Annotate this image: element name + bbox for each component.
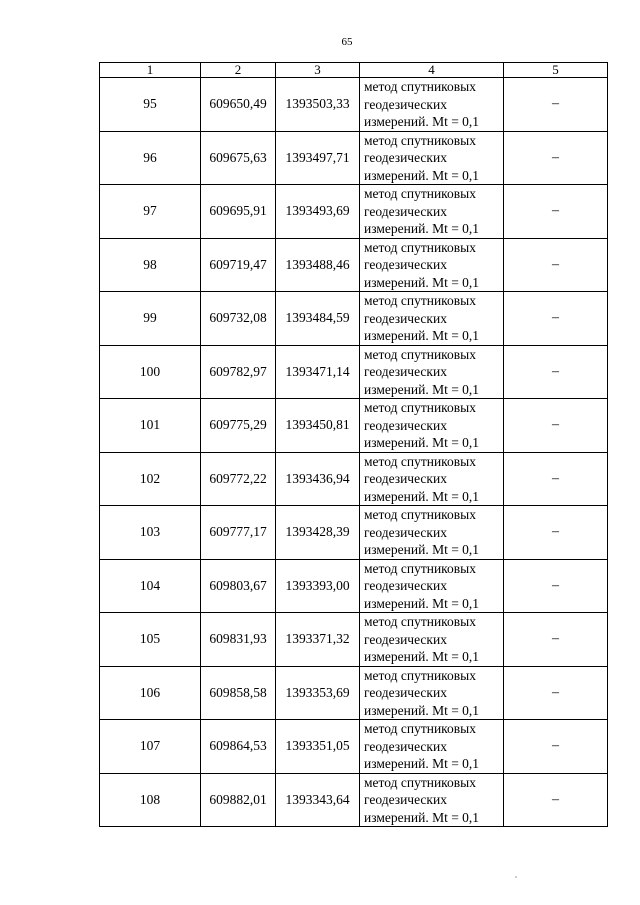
method-text-line: геодезических xyxy=(364,685,447,700)
table-row xyxy=(100,185,608,239)
note-cell: – xyxy=(504,131,608,185)
column-header: 1 xyxy=(100,63,201,78)
point-number-cell: 98 xyxy=(100,238,201,292)
method-text-line: измерений. Mt = 0,1 xyxy=(364,381,480,397)
column-header: 3 xyxy=(276,63,360,78)
x-coordinate-cell: 609777,17 xyxy=(201,506,276,560)
method-text-line: геодезических xyxy=(364,150,447,165)
method-cell xyxy=(360,452,504,506)
x-coordinate-cell: 609732,08 xyxy=(201,292,276,346)
table-row xyxy=(100,559,608,613)
table-row xyxy=(100,345,608,399)
method-cell xyxy=(360,666,504,720)
y-coordinate-cell: 1393484,59 xyxy=(276,292,360,346)
method-text-line: геодезических xyxy=(364,524,447,540)
method-text-line: метод спутниковых xyxy=(364,132,476,148)
method-cell xyxy=(360,399,504,453)
method-cell xyxy=(360,238,504,292)
x-coordinate-cell: 609772,22 xyxy=(201,452,276,506)
method-cell xyxy=(360,720,504,774)
method-text-line: геодезических xyxy=(364,578,447,593)
point-number-cell: 108 xyxy=(100,773,201,827)
y-coordinate-cell: 1393436,94 xyxy=(276,452,360,506)
y-coordinate-cell: 1393471,14 xyxy=(276,345,360,399)
table-row xyxy=(100,78,608,132)
point-number-cell: 107 xyxy=(100,720,201,774)
x-coordinate-cell: 609775,29 xyxy=(201,399,276,453)
y-coordinate-cell: 1393353,69 xyxy=(276,666,360,720)
y-coordinate-cell: 1393450,81 xyxy=(276,399,360,453)
method-text-line: метод спутниковых xyxy=(364,560,476,576)
y-coordinate-cell: 1393351,05 xyxy=(276,720,360,774)
note-cell: – xyxy=(504,559,608,613)
y-coordinate-cell: 1393488,46 xyxy=(276,238,360,292)
method-text-line: геодезических xyxy=(364,310,447,326)
table-row xyxy=(100,720,608,774)
point-number-cell: 95 xyxy=(100,78,201,132)
method-text-line: геодезических xyxy=(364,417,447,433)
method-cell xyxy=(360,559,504,613)
y-coordinate-cell: 1393371,32 xyxy=(276,613,360,667)
column-header: 5 xyxy=(504,63,608,78)
x-coordinate-cell: 609695,91 xyxy=(201,185,276,239)
method-cell xyxy=(360,292,504,346)
point-number-cell: 102 xyxy=(100,452,201,506)
table-row xyxy=(100,666,608,720)
table-row xyxy=(100,773,608,827)
point-number-cell: 97 xyxy=(100,185,201,239)
table-row xyxy=(100,131,608,185)
method-text-line: геодезических xyxy=(364,738,447,754)
method-text-line: измерений. Mt = 0,1 xyxy=(364,488,480,504)
method-text-line: измерений. Mt = 0,1 xyxy=(364,809,480,825)
method-text-line: геодезических xyxy=(364,792,447,807)
method-text-line: метод спутниковых xyxy=(364,346,476,362)
point-number-cell: 96 xyxy=(100,131,201,185)
column-header: 4 xyxy=(360,63,504,78)
method-text-line: измерений. Mt = 0,1 xyxy=(364,435,480,450)
table-row xyxy=(100,506,608,560)
note-cell: – xyxy=(504,452,608,506)
note-cell: – xyxy=(504,238,608,292)
note-cell: – xyxy=(504,666,608,720)
method-text-line: измерений. Mt = 0,1 xyxy=(364,167,480,183)
scan-speck xyxy=(515,876,517,878)
method-text-line: метод спутниковых xyxy=(364,79,476,94)
x-coordinate-cell: 609882,01 xyxy=(201,773,276,827)
x-coordinate-cell: 609650,49 xyxy=(201,78,276,132)
method-text-line: геодезических xyxy=(364,96,447,112)
method-cell xyxy=(360,185,504,239)
x-coordinate-cell: 609675,63 xyxy=(201,131,276,185)
x-coordinate-cell: 609782,97 xyxy=(201,345,276,399)
note-cell: – xyxy=(504,78,608,132)
method-text-line: геодезических xyxy=(364,203,447,219)
method-text-line: метод спутниковых xyxy=(364,453,476,469)
y-coordinate-cell: 1393503,33 xyxy=(276,78,360,132)
table-row xyxy=(100,452,608,506)
method-text-line: измерений. Mt = 0,1 xyxy=(364,221,480,236)
column-header: 2 xyxy=(201,63,276,78)
point-number-cell: 101 xyxy=(100,399,201,453)
method-text-line: геодезических xyxy=(364,257,447,272)
method-text-line: измерений. Mt = 0,1 xyxy=(364,114,480,129)
note-cell: – xyxy=(504,773,608,827)
table-body xyxy=(100,78,608,827)
table-row xyxy=(100,238,608,292)
point-number-cell: 103 xyxy=(100,506,201,560)
method-text-line: метод спутниковых xyxy=(364,186,476,201)
method-cell xyxy=(360,773,504,827)
method-text-line: измерений. Mt = 0,1 xyxy=(364,649,480,664)
note-cell: – xyxy=(504,506,608,560)
note-cell: – xyxy=(504,613,608,667)
method-text-line: метод спутниковых xyxy=(364,239,476,255)
point-number-cell: 100 xyxy=(100,345,201,399)
method-text-line: метод спутниковых xyxy=(364,667,476,683)
note-cell: – xyxy=(504,292,608,346)
method-text-line: метод спутниковых xyxy=(364,721,476,736)
method-cell xyxy=(360,345,504,399)
y-coordinate-cell: 1393497,71 xyxy=(276,131,360,185)
method-cell xyxy=(360,613,504,667)
y-coordinate-cell: 1393343,64 xyxy=(276,773,360,827)
point-number-cell: 99 xyxy=(100,292,201,346)
x-coordinate-cell: 609864,53 xyxy=(201,720,276,774)
x-coordinate-cell: 609831,93 xyxy=(201,613,276,667)
method-cell xyxy=(360,78,504,132)
method-text-line: измерений. Mt = 0,1 xyxy=(364,702,480,718)
y-coordinate-cell: 1393428,39 xyxy=(276,506,360,560)
method-text-line: измерений. Mt = 0,1 xyxy=(364,542,480,557)
method-text-line: геодезических xyxy=(364,364,447,379)
y-coordinate-cell: 1393493,69 xyxy=(276,185,360,239)
method-text-line: геодезических xyxy=(364,631,447,647)
method-text-line: метод спутниковых xyxy=(364,400,476,415)
method-cell xyxy=(360,506,504,560)
x-coordinate-cell: 609858,58 xyxy=(201,666,276,720)
table-row xyxy=(100,399,608,453)
y-coordinate-cell: 1393393,00 xyxy=(276,559,360,613)
method-text-line: метод спутниковых xyxy=(364,507,476,522)
note-cell: – xyxy=(504,345,608,399)
note-cell: – xyxy=(504,720,608,774)
table-row xyxy=(100,613,608,667)
method-text-line: измерений. Mt = 0,1 xyxy=(364,328,480,343)
method-text-line: измерений. Mt = 0,1 xyxy=(364,274,480,290)
method-text-line: измерений. Mt = 0,1 xyxy=(364,756,480,771)
point-number-cell: 105 xyxy=(100,613,201,667)
note-cell: – xyxy=(504,185,608,239)
note-cell: – xyxy=(504,399,608,453)
point-number-cell: 104 xyxy=(100,559,201,613)
method-text-line: измерений. Mt = 0,1 xyxy=(364,595,480,611)
table-header-row xyxy=(100,63,608,78)
page-number: 65 xyxy=(341,36,353,48)
x-coordinate-cell: 609803,67 xyxy=(201,559,276,613)
method-cell xyxy=(360,131,504,185)
table-row xyxy=(100,292,608,346)
method-text-line: метод спутниковых xyxy=(364,774,476,790)
point-number-cell: 106 xyxy=(100,666,201,720)
coordinates-table xyxy=(99,62,608,827)
method-text-line: геодезических xyxy=(364,471,447,486)
x-coordinate-cell: 609719,47 xyxy=(201,238,276,292)
method-text-line: метод спутниковых xyxy=(364,293,476,308)
method-text-line: метод спутниковых xyxy=(364,614,476,629)
